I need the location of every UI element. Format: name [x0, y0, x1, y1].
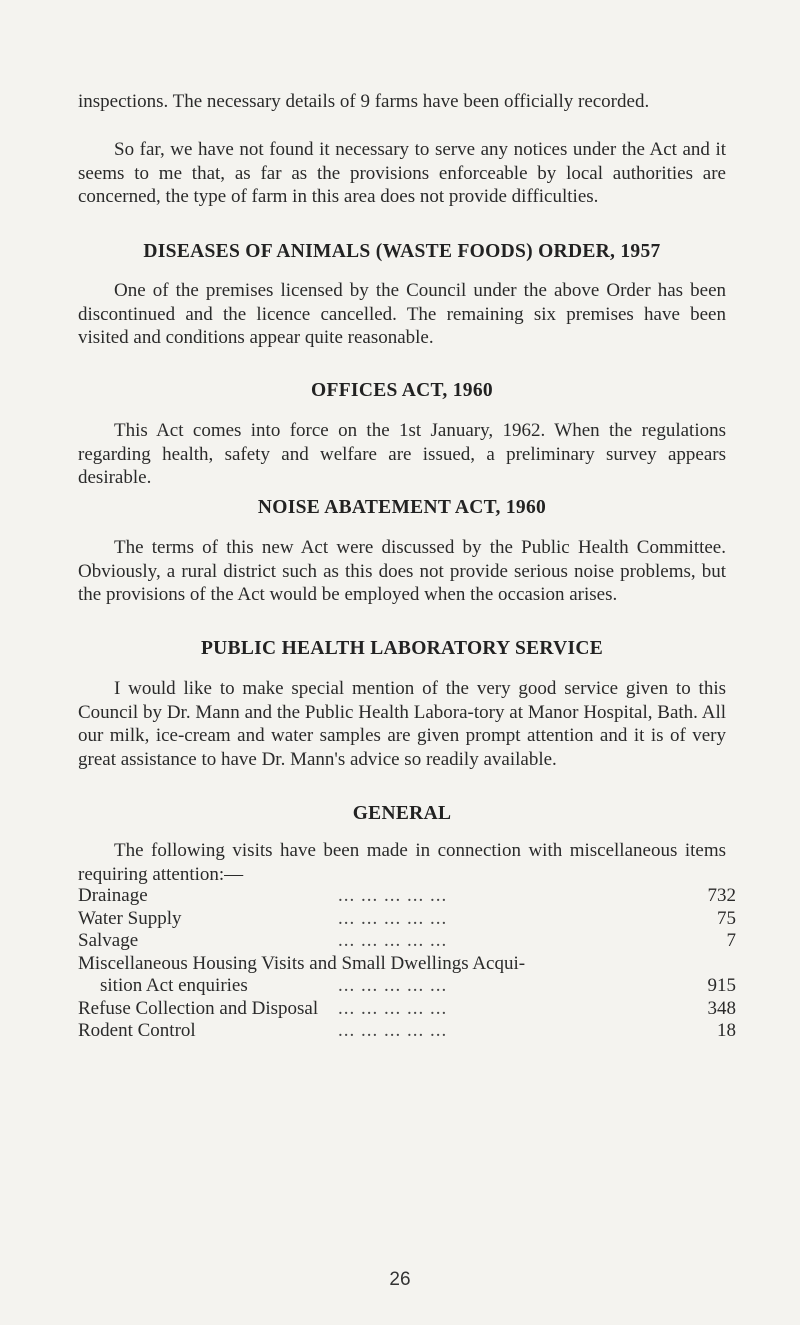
visit-count: 732	[707, 885, 736, 906]
dot-leader: ... ... ... ... ...	[338, 997, 448, 1019]
visit-label: Miscellaneous Housing Visits and Small Dwellings Acqui-	[78, 952, 526, 974]
visit-label: Salvage	[78, 930, 139, 951]
visit-row-miscellaneous-housing	[78, 953, 736, 976]
dot-leader: ... ... ... ... ...	[338, 975, 448, 996]
dot-leader: ... ... ... ... ...	[338, 907, 448, 929]
page-number: 26	[389, 1269, 411, 1290]
visit-row-water-supply	[78, 908, 736, 931]
paragraph-waste-foods: One of the premises licensed by the Council under the above Order has been discontinued and the licence cancelled. The remaining six premises have been visited and conditions appear quite reasonable.	[78, 280, 726, 348]
dot-leader: ... ... ... ... ...	[338, 930, 448, 951]
heading-offices-act: OFFICES ACT, 1960	[311, 380, 493, 401]
visit-row-salvage	[78, 930, 736, 953]
visit-label: sition Act enquiries	[100, 975, 248, 996]
visit-count: 915	[707, 975, 736, 996]
visit-label: Refuse Collection and Disposal	[78, 997, 319, 1019]
visit-count: 7	[726, 930, 736, 951]
dot-leader: ... ... ... ... ...	[338, 1020, 448, 1041]
paragraph-general-visits: The following visits have been made in connection with miscellaneous items requiring attention:—	[78, 840, 726, 885]
visit-label: Drainage	[78, 885, 148, 906]
visit-row-rodent-control	[78, 1020, 736, 1043]
visit-row-sdaa-enquiries	[78, 975, 736, 998]
visit-count: 18	[717, 1020, 736, 1041]
visit-count: 348	[707, 997, 736, 1019]
visit-count: 75	[717, 907, 736, 929]
heading-general: GENERAL	[352, 803, 452, 824]
paragraph-offices-act: This Act comes into force on the 1st January, 1962. When the regulations regarding health, safety and welfare are issued, a preliminary survey appears desirable.	[78, 420, 726, 488]
heading-noise-abatement-act: NOISE ABATEMENT ACT, 1960	[257, 497, 547, 518]
paragraph-inspections: inspections. The necessary details of 9 farms have been officially recorded.	[78, 91, 650, 112]
visit-label: Rodent Control	[78, 1020, 196, 1041]
paragraph-noise-abatement: The terms of this new Act were discussed by the Public Health Committee. Obviously, a rural district such as this does not provide serious noise problems, but the provisions of the Act would be employed when the occasion arises.	[78, 537, 726, 605]
heading-diseases-of-animals: DISEASES OF ANIMALS (WASTE FOODS) ORDER, 1957	[143, 241, 661, 262]
visit-label: Water Supply	[78, 907, 182, 929]
visits-list	[78, 885, 736, 1043]
visit-row-drainage	[78, 885, 736, 908]
heading-public-health-laboratory: PUBLIC HEALTH LABORATORY SERVICE	[200, 638, 604, 659]
visit-row-refuse-collection	[78, 998, 736, 1021]
dot-leader: ... ... ... ... ...	[338, 885, 448, 906]
paragraph-laboratory-service: I would like to make special mention of the very good service given to this Council by Dr. Mann and the Public Health Labora-tory at Manor Hospital, Bath. All our milk, ice-cream and water samples are given prompt attention and it is of very great assistance to have Dr. Mann's advice so readily available.	[78, 678, 726, 770]
paragraph-notices: So far, we have not found it necessary to serve any notices under the Act and it seems to me that, as far as the provisions enforceable by local authorities are concerned, the type of farm in this area does not provide difficulties.	[78, 139, 726, 207]
